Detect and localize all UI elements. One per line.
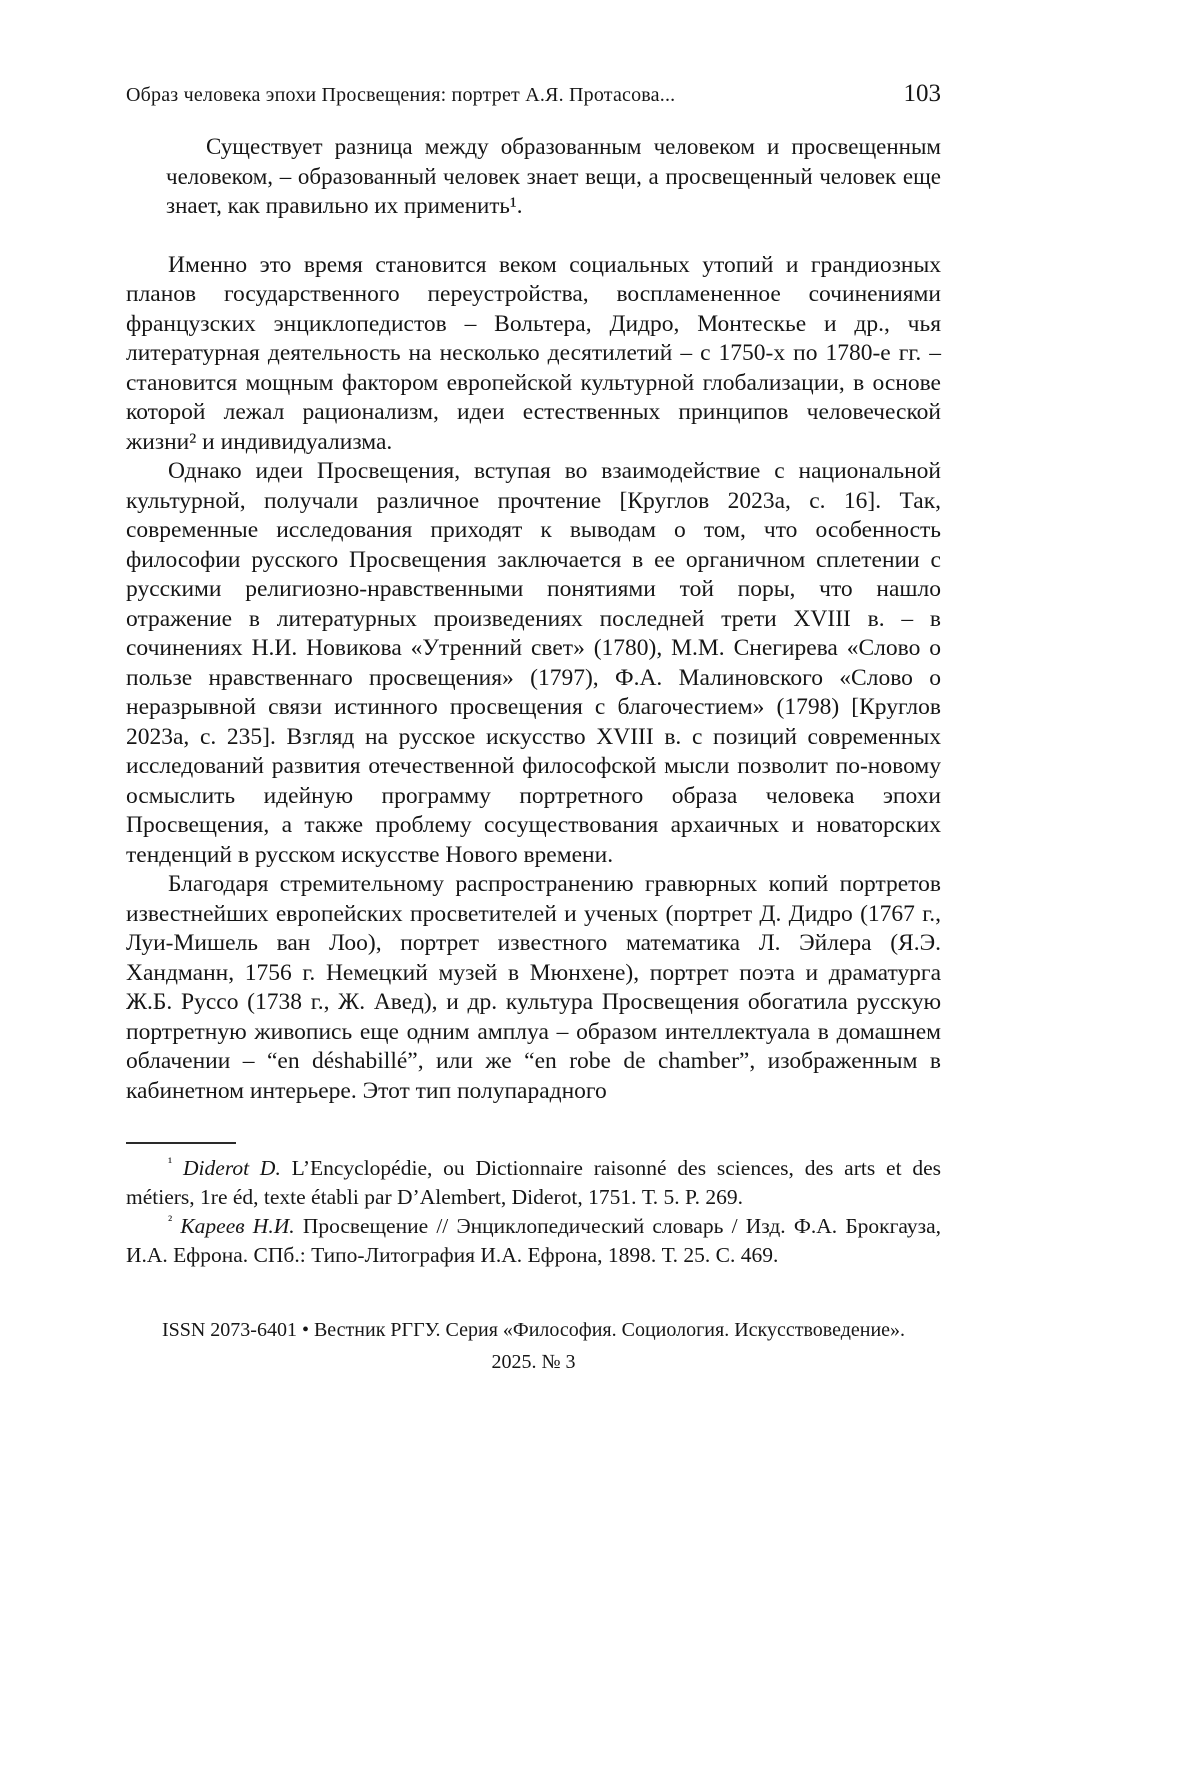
body-paragraph-3: Благодаря стремительному распространению гравюрных копий портретов известнейших европейских просветителей и ученых (портрет Д. Дидро (1767 г., Луи-Мишель ван Лоо), портрет известного математика Л. Эйлера (Я.Э. Хандманн, 1756 г. Немецкий музей в Мюнхене), портрет поэта и драматурга Ж.Б. Руссо (1738 г., Ж. Авед), и др. культура Просвещения обогатила русскую портретную живопись еще одним амплуа – образом интеллектуала в домашнем облачении – “en déshabillé”, или же “en robe de chamber”, изображенным в кабинетном интерьере. Этот тип полупарадного <box>126 871 941 1104</box>
body-paragraph-2: Однако идеи Просвещения, вступая во взаимодействие с национальной культурной, получали различное прочтение [Круглов 2023а, с. 16]. Так, современные исследования приходят к выводам о том, что особенность философии русского Просвещения заключается в ее органичном сплетении с русскими религиозно-нравственными понятиями той поры, что нашло отражение в литературных произведениях последней трети XVIII в. – в сочинениях Н.И. Новикова «Утренний свет» (1780), М.М. Снегирева «Слово о пользе нравственнаго просвещения» (1797), Ф.А. Малиновского «Слово о неразрывной связи истинного просвещения с благочестием» (1798) [Круглов 2023а, с. 235]. Взгляд на русское искусство XVIII в. с позиций современных исследований развития отечественной философской мысли позволит по-новому осмыслить идейную программу портретного образа человека эпохи Просвещения, а также проблему сосуществования архаичных и новаторских тенденций в русском искусстве Нового времени. <box>126 458 941 868</box>
issn-line: ISSN 2073-6401 • Вестник РГГУ. Серия «Философия. Социология. Искусствоведение». <box>161 1319 906 1341</box>
footnote-1-marker: ¹ <box>168 1155 173 1171</box>
body-paragraph-1: Именно это время становится веком социальных утопий и грандиозных планов государственного переустройства, воспламененное сочинениями французских энциклопедистов – Вольтера, Дидро, Монтескье и др., чья литературная деятельность на несколько десятилетий – с 1750-х по 1780-е гг. – становится мощным фактором европейской культурной глобализации, в основе которой лежал рационализм, идеи естественных принципов человеческой жизни² и индивидуализма. <box>126 251 941 455</box>
footnotes-section <box>126 1142 941 1270</box>
running-title: Образ человека эпохи Просвещения: портрет А.Я. Протасова... <box>126 84 676 106</box>
running-header <box>126 80 941 108</box>
footnote-1-text: L’Encyclopédie, ou Dictionnaire raisonné des sciences, des arts et des métiers, 1re éd, texte établi par D’Alembert, Diderot, 1751. Т. 5. P. 269. <box>126 1156 942 1209</box>
epigraph: Существует разница между образованным человеком и просвещенным человеком, – образованный человек знает вещи, а просвещенный человек еще знает, как правильно их применить¹. <box>166 134 941 218</box>
footnote-2 <box>126 1212 941 1270</box>
footnote-2-author: Кареев Н.И. <box>180 1214 295 1238</box>
footnote-2-marker: ² <box>168 1213 173 1229</box>
footnote-1-author: Diderot D. <box>183 1156 281 1180</box>
footnote-2-text: Просвещение // Энциклопедический словарь / Изд. Ф.А. Брокгауза, И.А. Ефрона. СПб.: Типо-Литография И.А. Ефрона, 1898. Т. 25. С. 469. <box>126 1214 942 1267</box>
footnote-1 <box>126 1154 941 1212</box>
issue-line: 2025. № 3 <box>491 1351 576 1373</box>
page-footer <box>126 1314 941 1378</box>
footnote-separator-rule <box>126 1142 236 1144</box>
page-number: 103 <box>903 80 941 107</box>
